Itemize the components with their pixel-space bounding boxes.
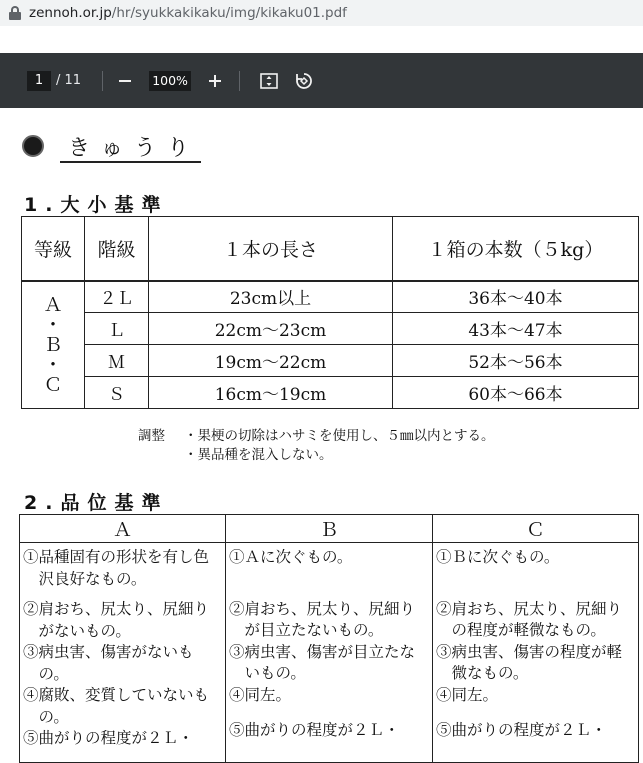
- pdf-page: [0, 108, 643, 747]
- table-row: [22, 345, 639, 377]
- count-cell: 60本～66本: [393, 377, 639, 409]
- adjustment-note: ・果梗の切除はハサミを使用し、５㎜以内とする。: [184, 428, 495, 444]
- header-grade: 等級: [22, 217, 85, 281]
- size-cell: Ｌ: [85, 313, 149, 345]
- table-row: [22, 313, 639, 345]
- list-item: ④同左。: [436, 685, 499, 704]
- quality-standard-table: [19, 514, 639, 763]
- page-number-input[interactable]: 1: [27, 71, 51, 91]
- list-item: ⑤曲がりの程度が２Ｌ・: [436, 721, 607, 739]
- rotate-icon[interactable]: [292, 69, 316, 93]
- adjustment-note: ・異品種を混入しない。: [184, 447, 333, 463]
- table-row: [20, 543, 639, 763]
- pdf-toolbar: [0, 53, 643, 108]
- list-item: ④腐敗、変質していないもの。: [23, 686, 210, 726]
- fit-page-icon[interactable]: [257, 69, 281, 93]
- size-cell: Ｍ: [85, 345, 149, 377]
- toolbar-divider: [102, 71, 103, 91]
- length-cell: 22cm～23cm: [149, 313, 393, 345]
- length-cell: 19cm～22cm: [149, 345, 393, 377]
- table-header-row: [22, 217, 639, 281]
- header-c: Ｃ: [433, 515, 639, 543]
- table-row: [22, 281, 639, 313]
- section1-heading: 1.大小基準: [24, 194, 169, 216]
- list-item: ③病虫害、傷害がないもの。: [23, 643, 194, 683]
- toolbar-divider: [239, 71, 240, 91]
- section2-heading: 2.品位基準: [24, 492, 169, 514]
- header-b: Ｂ: [226, 515, 433, 543]
- url-host: zennoh.or.jp: [29, 5, 112, 21]
- header-length: １本の長さ: [149, 217, 393, 281]
- header-a: Ａ: [20, 515, 226, 543]
- table-row: [22, 377, 639, 409]
- quality-column-c: [433, 543, 639, 763]
- title-bullet-icon: [22, 135, 44, 157]
- count-cell: 36本～40本: [393, 281, 639, 313]
- list-item: ②肩おち、尻太り、尻細りがないもの。: [23, 600, 210, 640]
- adjustment-label: 調整: [138, 428, 165, 444]
- page-total: / 11: [56, 73, 82, 88]
- minus-icon[interactable]: [113, 69, 137, 93]
- grade-b: Ｂ: [43, 333, 63, 356]
- list-item: ④同左。: [229, 685, 292, 704]
- list-item: ①Ａに次ぐもの。: [229, 548, 353, 566]
- count-cell: 43本～47本: [393, 313, 639, 345]
- list-item: ③病虫害、傷害が目立たないもの。: [229, 642, 416, 682]
- header-size: 階級: [85, 217, 149, 281]
- grade-cell: [22, 281, 85, 409]
- url-path: /hr/syukkakikaku/img/kikaku01.pdf: [111, 5, 347, 21]
- table-header-row: [20, 515, 639, 543]
- address-bar[interactable]: [0, 0, 643, 26]
- title-underline: [60, 161, 201, 163]
- list-item: ⑤曲がりの程度が２Ｌ・: [23, 729, 194, 747]
- grade-dot: ・: [43, 313, 63, 336]
- count-cell: 52本～56本: [393, 345, 639, 377]
- list-item: ①Ｂに次ぐもの。: [436, 548, 560, 566]
- quality-column-b: [226, 543, 433, 763]
- length-cell: 23cm以上: [149, 281, 393, 313]
- lock-icon[interactable]: [9, 6, 21, 20]
- grade-dot: ・: [43, 353, 63, 376]
- zoom-level-input[interactable]: 100%: [149, 71, 191, 91]
- grade-a: Ａ: [43, 293, 63, 316]
- size-cell: ２Ｌ: [85, 281, 149, 313]
- grade-c: Ｃ: [43, 373, 63, 396]
- list-item: ①品種固有の形状を有し色沢良好なもの。: [23, 548, 210, 588]
- header-count: １箱の本数（５kg）: [393, 217, 639, 281]
- list-item: ⑤曲がりの程度が２Ｌ・: [229, 721, 400, 739]
- url-text[interactable]: [29, 5, 347, 21]
- document-title: きゅうり: [68, 136, 201, 161]
- length-cell: 16cm～19cm: [149, 377, 393, 409]
- size-standard-table: [21, 216, 639, 409]
- list-item: ②肩おち、尻太り、尻細りの程度が軽微なもの。: [436, 599, 623, 639]
- size-cell: Ｓ: [85, 377, 149, 409]
- quality-column-a: [20, 543, 226, 763]
- plus-icon[interactable]: [203, 69, 227, 93]
- list-item: ②肩おち、尻太り、尻細りが目立たないもの。: [229, 599, 416, 639]
- list-item: ③病虫害、傷害の程度が軽微なもの。: [436, 642, 623, 682]
